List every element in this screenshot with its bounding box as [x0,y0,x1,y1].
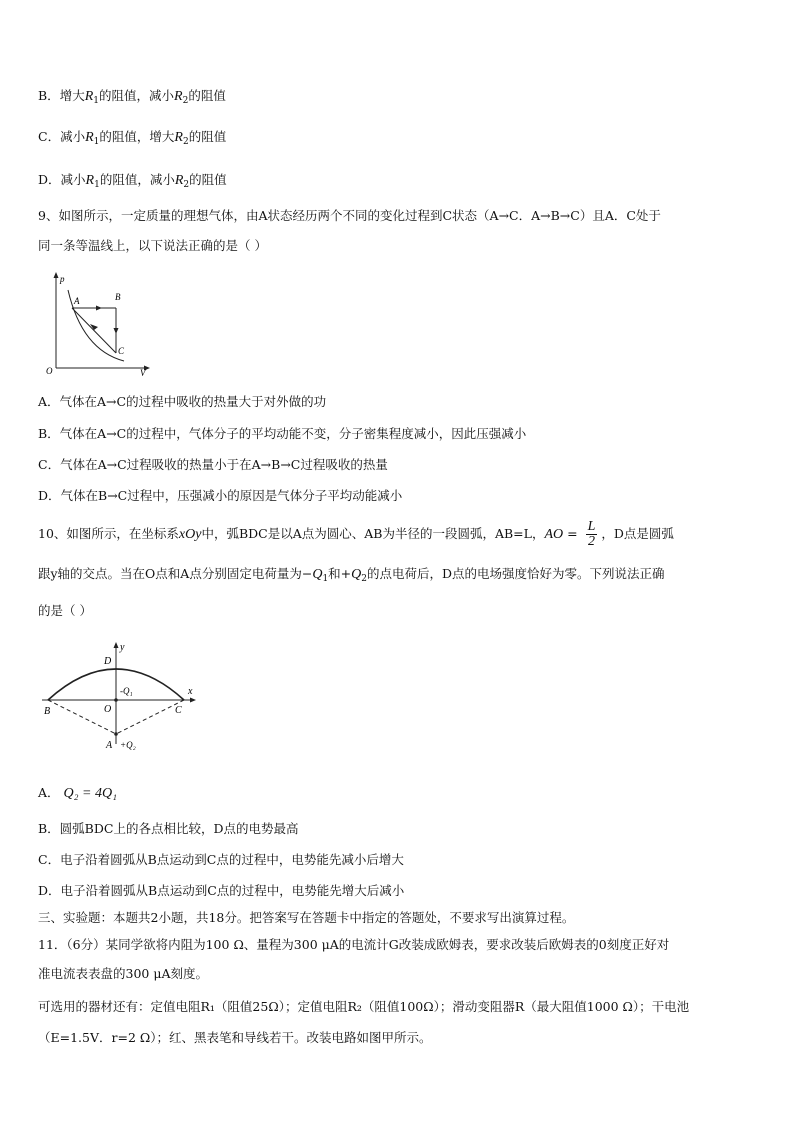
q9-stem-line2: 同一条等温线上，以下说法正确的是（ ） [38,238,267,253]
o-label: O [104,704,112,715]
arrow-a-b [96,306,102,311]
charge-q2-dot [114,732,118,736]
q11-line3: 可选用的器材还有：定值电阻R₁（阻值25Ω）；定值电阻R₂（阻值100Ω）；滑动变阻器R（最大阻值1000 Ω）；干电池 [38,999,690,1014]
a-label: A [106,740,113,751]
fraction-l-over-2: $\frac{L}{2}$ [587,519,596,549]
q9-option-a: A．气体在A→C的过程中吸收的热量大于对外做的功 [38,394,327,409]
q8-option-c: C．减小$R_1$的阻值，增大$R_2$的阻值 [38,129,227,147]
y-axis-arrow [114,642,119,648]
p-label: p [60,274,65,284]
q9-option-c: C．气体在A→C过程吸收的热量小于在A→B→C过程吸收的热量 [38,457,388,472]
point-a-label: A [74,296,80,306]
arrow-b-c [114,328,119,334]
q10-option-d: D．电子沿着圆弧从B点运动到C点的过程中，电势能先增大后减小 [38,883,405,898]
p-axis-arrow [54,272,59,278]
y-label: y [120,642,125,653]
q9-pv-diagram [42,270,152,378]
dashed-ac [116,700,184,734]
c-label: C [175,705,182,716]
v-label: V [140,368,146,378]
x-axis-arrow [190,698,196,703]
q11-line1: 11．（6分）某同学欲将内阻为100 Ω、量程为300 μA的电流计G改装成欧姆表，要求改装后欧姆表的0刻度正好对 [38,937,670,952]
q10-field-diagram [38,640,208,752]
point-c-label: C [118,346,125,356]
q9-option-d: D．气体在B→C过程中，压强减小的原因是气体分子平均动能减小 [38,488,403,503]
q8-option-b: B．增大$R_1$的阻值，减小$R_2$的阻值 [38,88,226,106]
q10-option-c: C．电子沿着圆弧从B点运动到C点的过程中，电势能先减小后增大 [38,852,404,867]
q9-stem-line1: 9、如图所示，一定质量的理想气体，由A状态经历两个不同的变化过程到C状态（A→C．A→B→C）且A．C处于 [38,208,661,223]
section-3-heading: 三、实验题：本题共2小题，共18分。把答案写在答题卡中指定的答题处，不要求写出演算过程。 [38,910,575,925]
charge-q1-dot [114,698,118,702]
q10-stem-line1: 10、如图所示，在坐标系xOy中，弧BDC是以A点为圆心、AB为半径的一段圆弧，AB=L，AO = $\frac{L}{2}$ ，D点是圆弧 [38,519,674,549]
b-label: B [44,706,51,717]
q10-stem-line2: 跟y轴的交点。当在O点和A点分别固定电荷量为$-Q_1$和$+Q_2$的点电荷后，D点的电场强度恰好为零。下列说法正确 [38,566,665,584]
point-b-label: B [115,292,121,302]
q10-stem-line3: 的是（ ） [38,603,92,618]
pos-q2-label: +Q₂ [120,740,136,750]
q8-option-d: D．减小$R_1$的阻值，减小$R_2$的阻值 [38,172,227,190]
origin-label: O [46,366,53,376]
q11-line4: （E=1.5V．r=2 Ω）；红、黑表笔和导线若干。改装电路如图甲所示。 [38,1030,432,1045]
q10-option-b: B．圆弧BDC上的各点相比较，D点的电势最高 [38,821,299,836]
neg-q1-label: -Q₁ [120,686,133,696]
q9-option-b: B．气体在A→C的过程中，气体分子的平均动能不变，分子密集程度减小，因此压强减小 [38,426,527,441]
x-label: x [188,686,193,697]
q10-option-a: A． Q₂ = 4Q₁ [38,785,117,801]
q11-line2: 准电流表表盘的300 μA刻度。 [38,966,208,981]
line-a-c [72,308,116,353]
d-label: D [104,656,112,667]
